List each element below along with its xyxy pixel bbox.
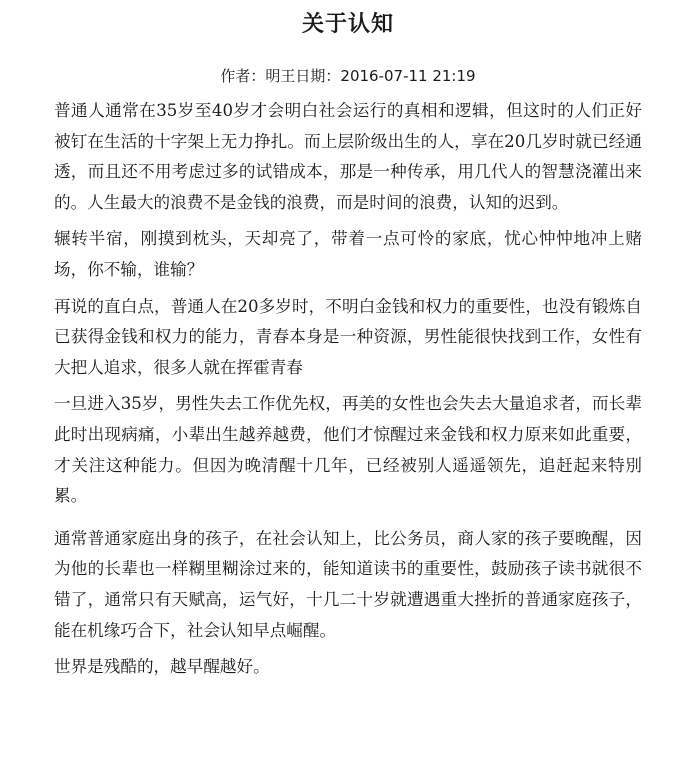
paragraph-1: 普通人通常在35岁至40岁才会明白社会运行的真相和逻辑，但这时的人们正好被钉在生活的十字架上无力挣扎。而上层阶级出生的人，享在20几岁时就已经通透，而且还不用考虑过多的试错成本，那是一种传承，用几代人的智慧浇灌出来的。人生最大的浪费不是金钱的浪费，而是时间的浪费，认知的迟到。: [54, 101, 642, 212]
article-title: 关于认知: [301, 12, 394, 37]
paragraph-4: 一旦进入35岁，男性失去工作优先权，再美的女性也会失去大量追求者，而长辈此时出现病痛，小辈出生越养越费，他们才惊醒过来金钱和权力原来如此重要，才关注这种能力。但因为晚清醒十几年，已经被别人遥遥领先，追赶起来特別累。: [54, 394, 642, 506]
article-meta: 作者：明王日期：2016-07-11 21:19: [220, 67, 476, 85]
paragraph-2: 辗转半宿，刚摸到枕头，天却亮了，带着一点可怜的家底，忧心忡忡地冲上赌场，你不输，谁输？: [54, 229, 642, 279]
paragraph-3: 再说的直白点，普通人在20多岁时，不明白金钱和权力的重要性，也没有锻炼自已获得金钱和权力的能力，青春本身是一种资源，男性能很快找到工作，女性有大把人追求，很多人就在挥霍青春: [54, 296, 642, 377]
paragraph-6: 世界是残酷的，越早醒越好。: [54, 657, 270, 677]
paragraph-5: 通常普通家庭出身的孩子，在社会认知上，比公务员，商人家的孩子要晚醒，因为他的长辈也一样糊里糊涂过来的，能知道读书的重要性，鼓励孩子读书就很不错了，通常只有天赋高，运气好，十几二十岁就遭遇重大挫折的普通家庭孩子，能在机缘巧合下，社会认知早点崛醒。: [54, 528, 642, 640]
